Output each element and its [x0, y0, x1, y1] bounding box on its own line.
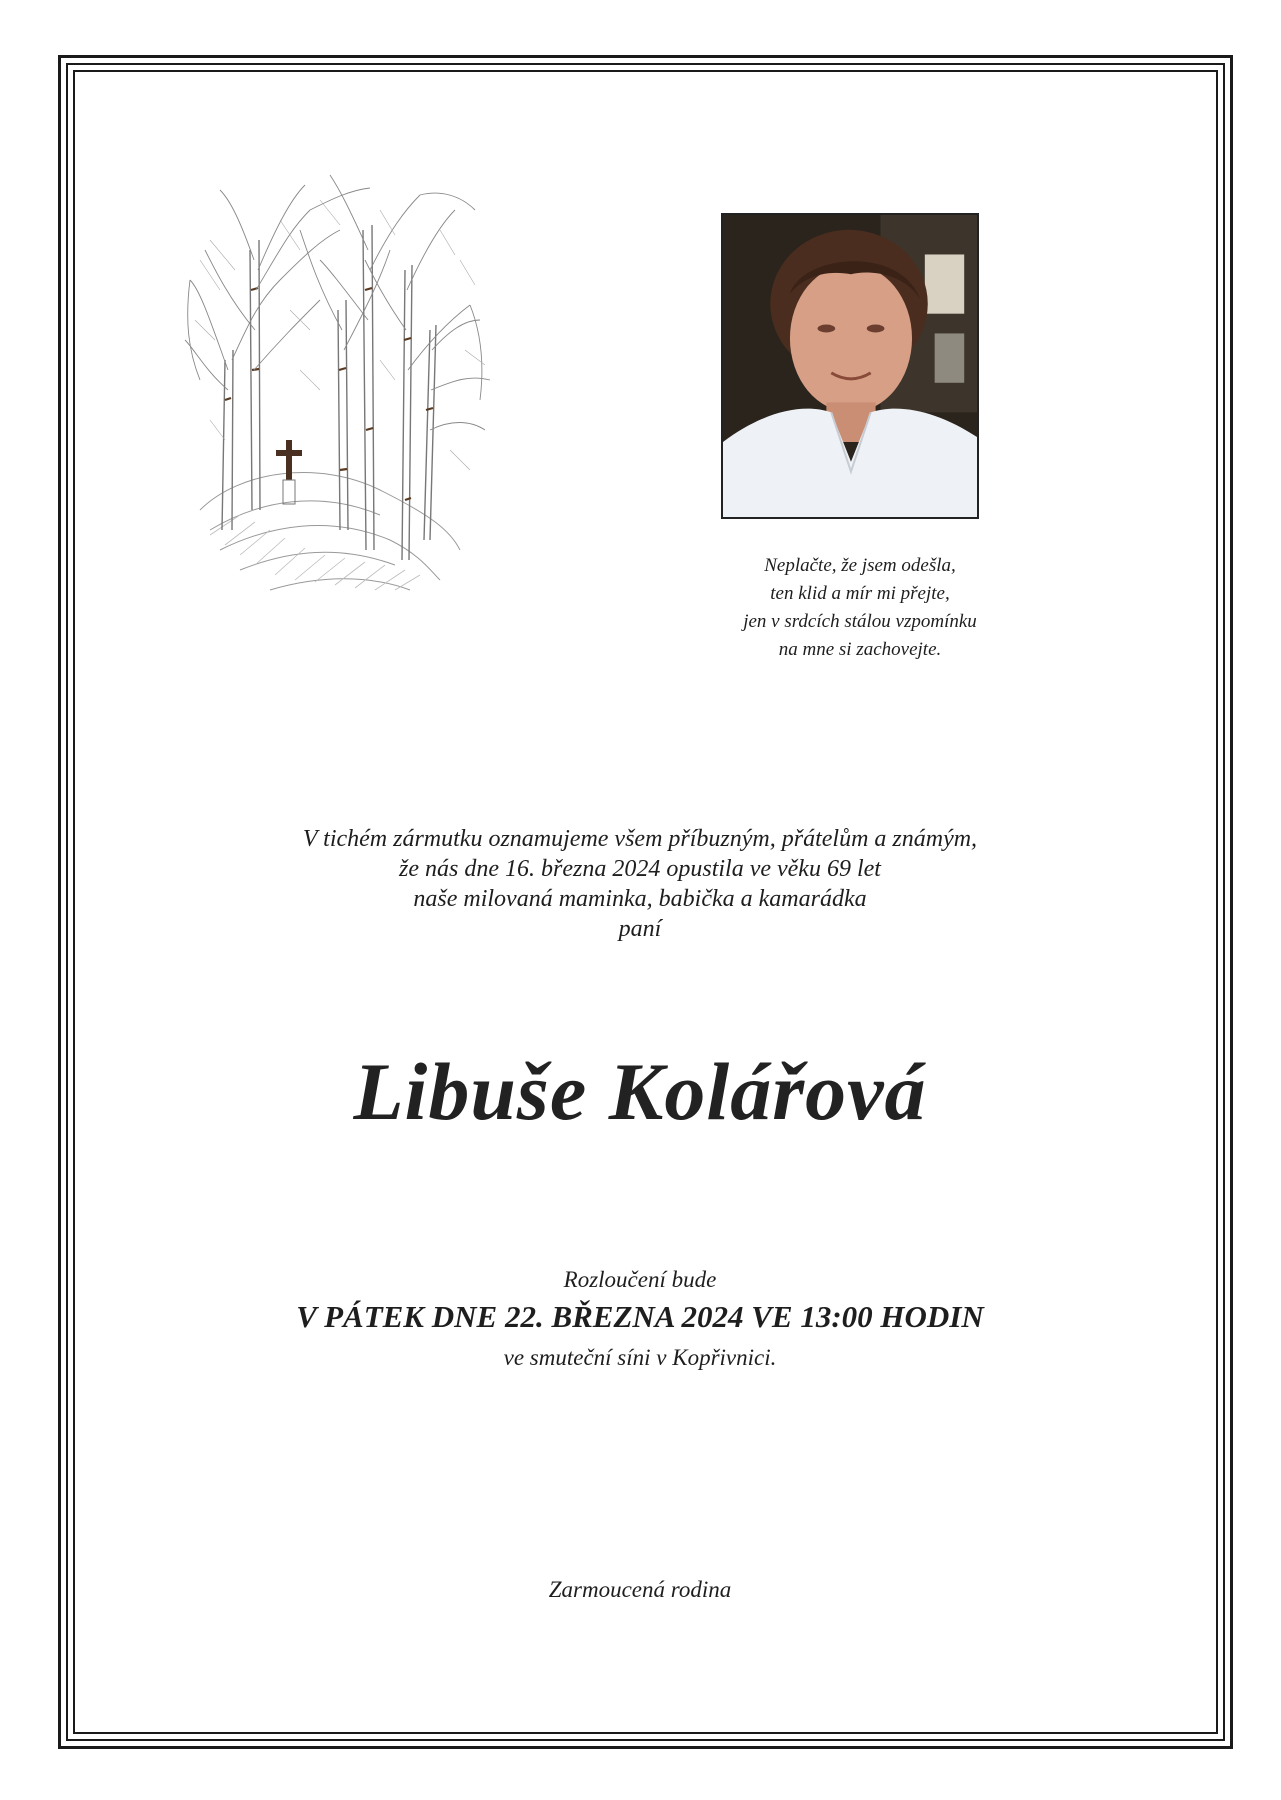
poem-line: Neplačte, že jsem odešla,	[764, 555, 956, 576]
memorial-poem	[660, 552, 1060, 664]
poem-line: ten klid a mír mi přejte,	[770, 583, 950, 604]
family-signature: Zarmoucená rodina	[548, 1577, 732, 1602]
announcement-line: paní	[618, 916, 662, 942]
announcement-line: naše milovaná maminka, babička a kamarádka	[413, 886, 867, 912]
farewell-place: ve smuteční síni v Kopřivnici.	[503, 1345, 777, 1370]
farewell-date: V PÁTEK DNE 22. BŘEZNA 2024 VE 13:00 HODIN	[296, 1299, 984, 1334]
poem-line: jen v srdcích stálou vzpomínku	[743, 611, 977, 632]
portrait-photo	[721, 213, 979, 519]
birch-trees-cross-illustration	[180, 170, 500, 620]
poem-line: na mne si zachovejte.	[778, 639, 942, 660]
death-announcement	[140, 824, 1140, 944]
announcement-line: že nás dne 16. března 2024 opustila ve věku 69 let	[399, 856, 881, 882]
farewell-intro: Rozloučení bude	[563, 1267, 717, 1292]
announcement-line: V tichém zármutku oznamujeme všem příbuzným, přátelům a známým,	[302, 826, 978, 852]
deceased-name: Libuše Kolářová	[353, 1046, 927, 1137]
